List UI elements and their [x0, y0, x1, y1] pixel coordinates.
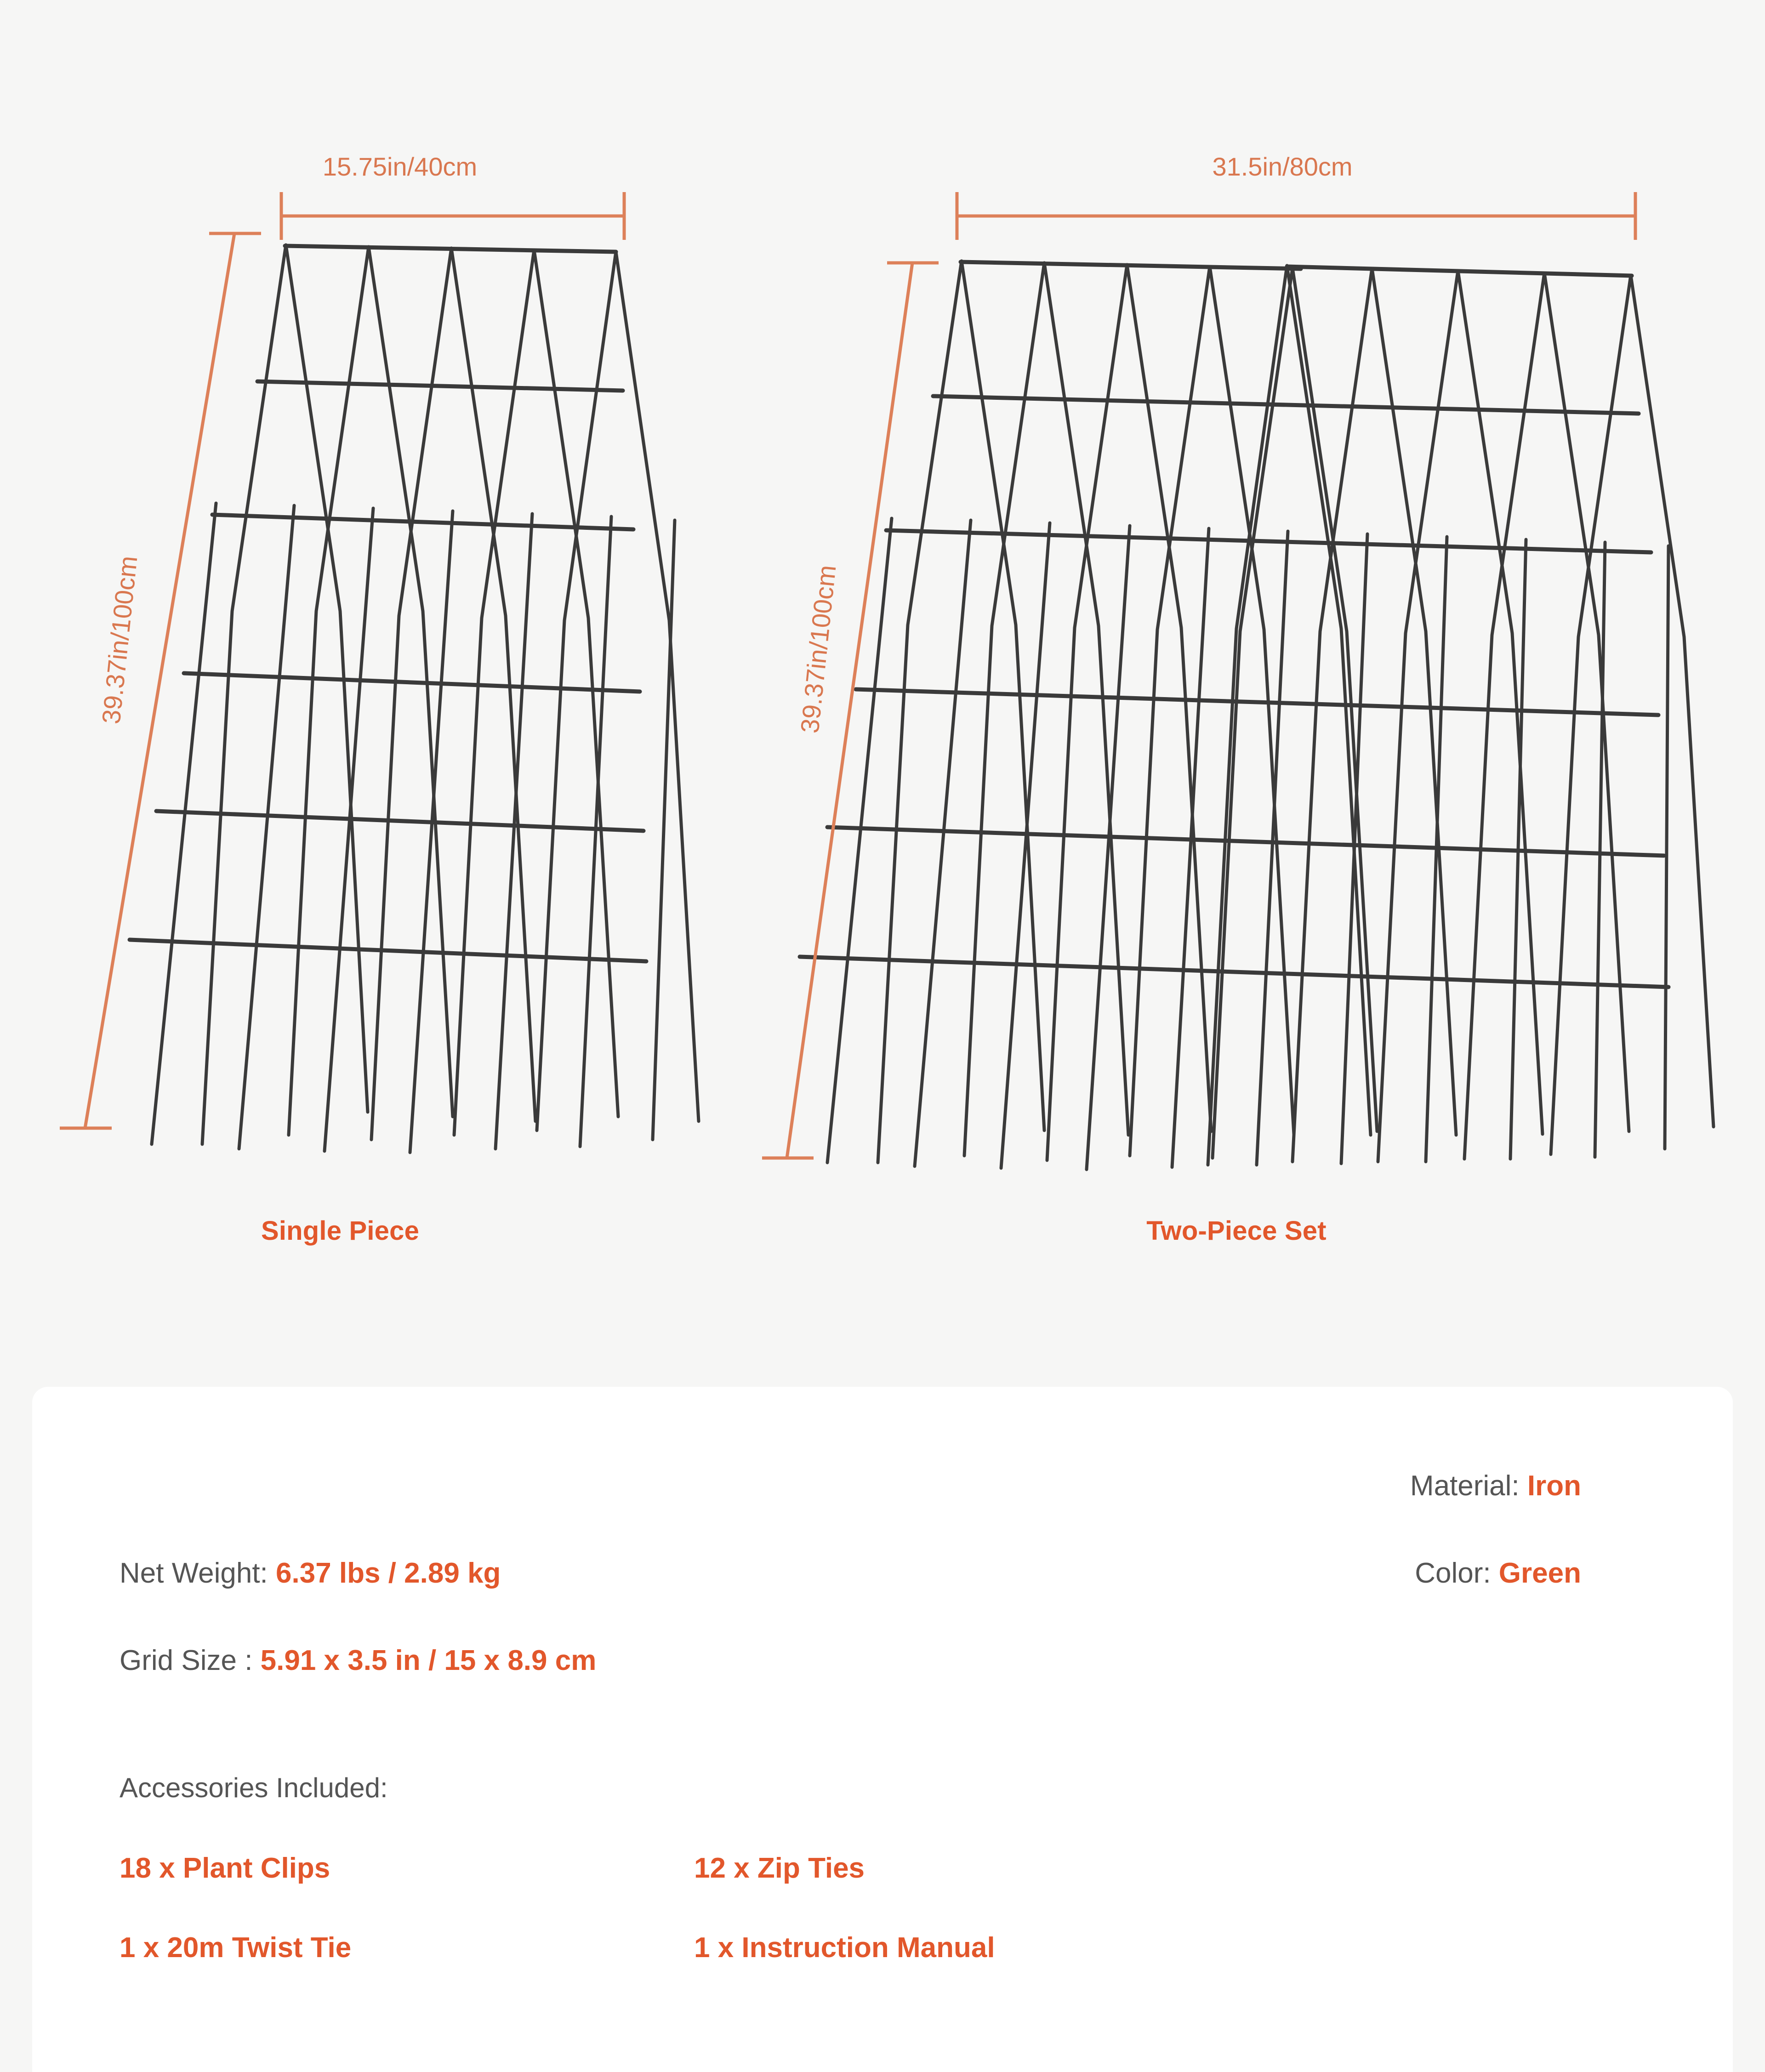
- net-weight-label: Net Weight:: [120, 1557, 276, 1589]
- two-piece-trellis: [800, 261, 1714, 1169]
- color-label: Color:: [1415, 1557, 1499, 1589]
- right-height-label: 39.37in/100cm: [795, 563, 842, 735]
- accessory-item: 1 x Instruction Manual: [694, 1932, 995, 1964]
- left-height-dimension: [60, 233, 261, 1128]
- material-label: Material:: [1410, 1470, 1527, 1502]
- left-width-dimension: [281, 192, 624, 240]
- accessory-item: 18 x Plant Clips: [120, 1852, 330, 1884]
- right-height-dimension: [762, 263, 939, 1158]
- single-piece-caption: Single Piece: [261, 1216, 420, 1246]
- accessory-item: 12 x Zip Ties: [694, 1852, 865, 1884]
- net-weight-value: 6.37 lbs / 2.89 kg: [276, 1557, 501, 1589]
- grid-size-value: 5.91 x 3.5 in / 15 x 8.9 cm: [260, 1645, 597, 1676]
- left-width-label: 15.75in/40cm: [322, 152, 478, 181]
- right-width-label: 31.5in/80cm: [1212, 152, 1353, 181]
- left-height-label: 39.37in/100cm: [96, 554, 143, 726]
- specification-card: [32, 1387, 1733, 2072]
- two-piece-set-caption: Two-Piece Set: [1146, 1216, 1327, 1246]
- material-value: Iron: [1527, 1470, 1581, 1502]
- accessories-heading: Accessories Included:: [120, 1772, 388, 1803]
- net-weight-spec: [120, 1557, 501, 1589]
- grid-size-spec: [120, 1644, 596, 1677]
- color-spec: [1415, 1557, 1581, 1589]
- grid-size-label: Grid Size :: [120, 1645, 261, 1676]
- right-width-dimension: [957, 192, 1635, 240]
- single-piece-trellis: [130, 245, 699, 1152]
- color-value: Green: [1498, 1557, 1581, 1589]
- material-spec: [1410, 1470, 1581, 1502]
- accessory-item: 1 x 20m Twist Tie: [120, 1932, 352, 1964]
